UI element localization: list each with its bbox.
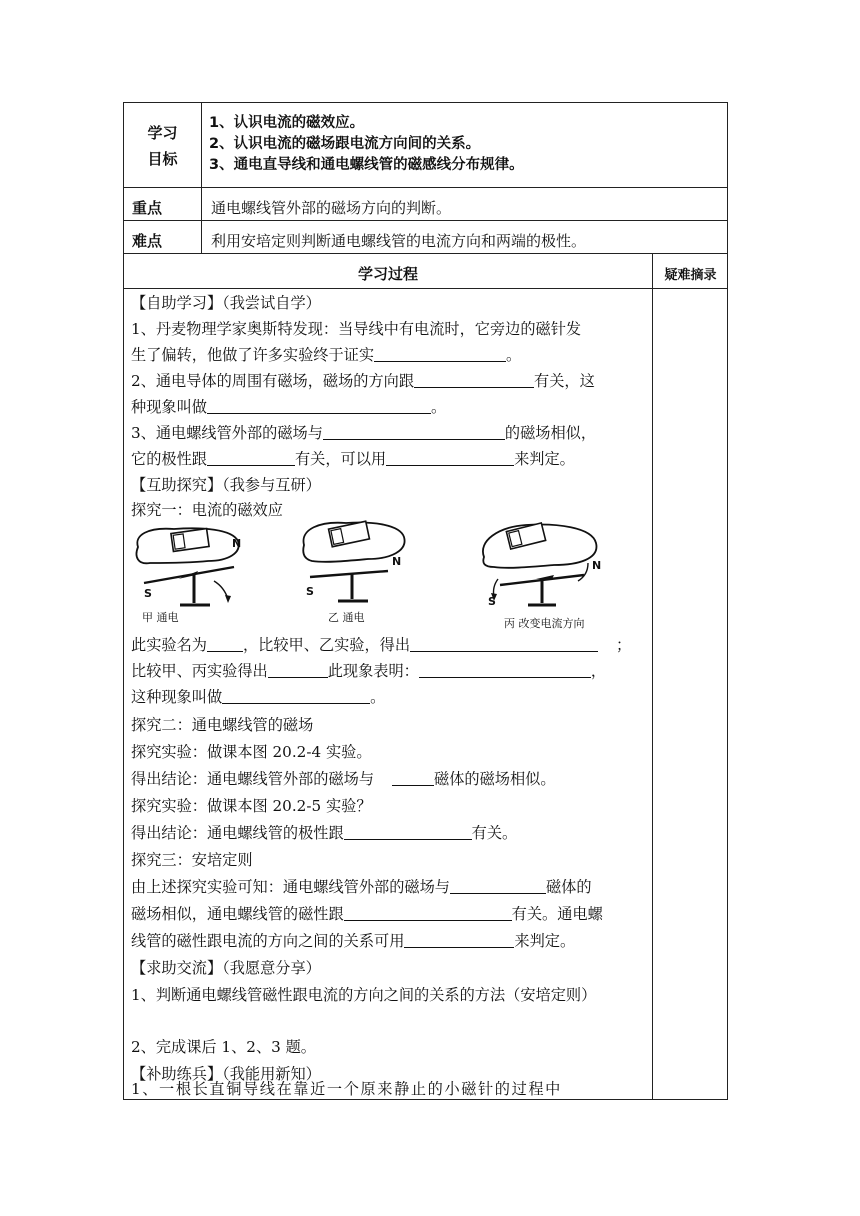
objective-list — [201, 113, 729, 176]
figure-caption: 乙 通电 — [328, 611, 365, 624]
objective-label-line: 目标 — [147, 150, 178, 168]
answer-blank[interactable] — [410, 636, 598, 652]
exchange-item: 2、完成课后 1、2、3 题。 — [131, 1038, 316, 1056]
worksheet-table — [123, 102, 728, 1100]
objective-item: 2、认识电流的磁场跟电流方向间的关系。 — [209, 136, 481, 152]
south-pole-label: S — [306, 585, 314, 598]
experiment-figure-b — [296, 515, 414, 624]
question-3-line: 3、通电螺线管外部的磁场与 的磁场相似， — [131, 424, 597, 442]
figure-caption: 甲 通电 — [142, 611, 179, 624]
answer-blank[interactable] — [207, 636, 243, 652]
explore-2-conclusion: 得出结论：通电螺线管外部的磁场与 磁体的磁场相似。 — [131, 770, 556, 788]
question-1-line: 1、丹麦物理学家奥斯特发现：当导线中有电流时，它旁边的磁针发 — [131, 320, 582, 338]
explore-1-line: 比较甲、丙实验得出 此现象表明： ， — [131, 662, 606, 680]
oersted-apparatus-a — [128, 523, 246, 619]
objective-item: 1、认识电流的磁效应。 — [209, 115, 365, 131]
notes-label: 疑难摘录 — [664, 268, 717, 283]
self-study-title: 【自助学习】（我尝试自学） — [131, 294, 321, 312]
column-divider — [652, 253, 653, 1100]
difficulty-text: 利用安培定则判断通电螺线管的电流方向和两端的极性。 — [211, 232, 587, 250]
process-label: 学习过程 — [357, 265, 418, 283]
answer-blank[interactable] — [419, 662, 591, 678]
south-pole-label: S — [144, 587, 152, 600]
exchange-title: 【求助交流】（我愿意分享） — [131, 959, 321, 977]
explore-1-line: 此实验名为 ，比较甲、乙实验，得出 ； — [131, 636, 632, 654]
answer-blank[interactable] — [374, 346, 506, 362]
explore-1-line: 这种现象叫做 。 — [131, 688, 386, 706]
question-1-line: 生了偏转，他做了许多实验终于证实 。 — [131, 346, 522, 364]
answer-blank[interactable] — [386, 450, 514, 466]
answer-blank[interactable] — [344, 824, 472, 840]
explore-2-title: 探究二：通电螺线管的磁场 — [131, 716, 314, 734]
explore-3-line: 线管的磁性跟电流的方向之间的关系可用 来判定。 — [131, 932, 576, 950]
question-2-line: 2、通电导体的周围有磁场，磁场的方向跟 有关，这 — [131, 372, 595, 390]
answer-blank[interactable] — [392, 770, 434, 786]
answer-blank[interactable] — [323, 424, 505, 440]
question-3-line: 它的极性跟 有关，可以用 来判定。 — [131, 450, 575, 468]
explore-1-title: 探究一：电流的磁效应 — [131, 501, 283, 519]
practice-item: 1、一根长直铜导线在靠近一个原来静止的小磁针的过程中 — [131, 1080, 562, 1098]
answer-blank[interactable] — [222, 688, 370, 704]
explore-2-experiment: 探究实验：做课本图 20.2-5 实验？ — [131, 797, 372, 815]
objective-item: 3、通电直导线和通电螺线管的磁感线分布规律。 — [209, 157, 524, 173]
figure-caption: 丙 改变电流方向 — [504, 617, 585, 630]
explore-title: 【互助探究】（我参与互研） — [131, 476, 321, 494]
explore-2-conclusion: 得出结论：通电螺线管的极性跟 有关。 — [131, 824, 518, 842]
question-2-line: 种现象叫做 。 — [131, 398, 447, 416]
experiment-figure-a — [128, 523, 246, 624]
north-pole-label: N — [232, 537, 242, 550]
key-point-label: 重点 — [132, 199, 163, 217]
explore-3-title: 探究三：安培定则 — [131, 851, 253, 869]
explore-3-line: 磁场相似，通电螺线管的磁性跟 有关。通电螺 — [131, 905, 603, 923]
answer-blank[interactable] — [450, 878, 546, 894]
row-divider — [124, 253, 727, 254]
row-divider — [124, 220, 727, 221]
answer-blank[interactable] — [414, 372, 534, 388]
answer-blank[interactable] — [344, 905, 512, 921]
row-divider — [124, 187, 727, 188]
experiment-figure-c — [474, 517, 602, 630]
objective-label-line: 学习 — [147, 124, 178, 142]
exchange-item: 1、判断通电螺线管磁性跟电流的方向之间的关系的方法（安培定则） — [131, 986, 597, 1004]
difficulty-label: 难点 — [132, 232, 163, 250]
south-pole-label: S — [488, 595, 496, 608]
explore-3-line: 由上述探究实验可知：通电螺线管外部的磁场与 磁体的 — [131, 878, 592, 896]
practice-title: 【补助练兵】（我能用新知） — [131, 1065, 321, 1083]
answer-blank[interactable] — [268, 662, 328, 678]
explore-2-experiment: 探究实验：做课本图 20.2-4 实验。 — [131, 743, 372, 761]
answer-blank[interactable] — [207, 450, 295, 466]
row-divider — [124, 288, 727, 289]
objective-label — [124, 120, 201, 172]
north-pole-label: N — [392, 555, 402, 568]
north-pole-label: N — [592, 559, 602, 572]
answer-blank[interactable] — [404, 932, 514, 948]
key-point-text: 通电螺线管外部的磁场方向的判断。 — [211, 199, 452, 217]
answer-blank[interactable] — [207, 398, 431, 414]
